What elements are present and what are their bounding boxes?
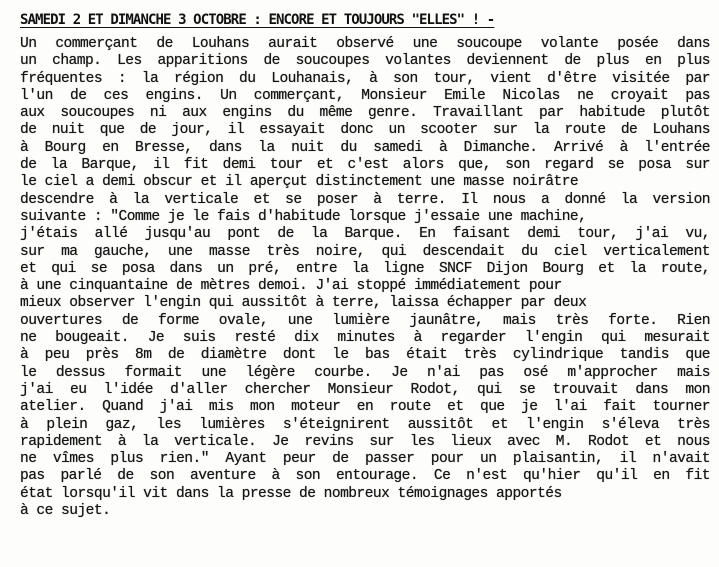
- body-line: atelier. Quand j'ai mis mon moteur en route et que je l'ai fait tourner: [20, 399, 710, 416]
- body-line: l'un de ces engins. Un commerçant, Monsieur Emile Nicolas ne croyait pas: [20, 87, 710, 104]
- body-line: Un commerçant de Louhans aurait observé une soucoupe volante posée dans: [20, 36, 710, 52]
- body-line: aux soucoupes ni aux engins du même genre. Travaillant par habitude plutôt: [20, 105, 710, 122]
- body-line: j'ai eu l'idée d'aller chercher Monsieur Rodot, qui se trouvait dans mon: [20, 381, 710, 398]
- article-heading: SAMEDI 2 ET DIMANCHE 3 OCTOBRE : ENCORE ET TOUJOURS "ELLES" ! -: [20, 12, 495, 28]
- body-line: descendre à la verticale et se poser à terre. Il nous a donné la version: [20, 191, 710, 208]
- body-line: le ciel a demi obscur et il aperçut distinctement une masse noirâtre: [20, 174, 579, 191]
- body-line: rapidement à la verticale. Je revins sur les lieux avec M. Rodot et nous: [20, 433, 710, 450]
- body-line: un champ. Les apparitions de soucoupes volantes deviennent de plus en plus: [20, 53, 710, 70]
- body-line: ne vîmes plus rien." Ayant peur de passer pour un plaisantin, il n'avait: [20, 451, 710, 468]
- body-line: fréquentes : la région du Louhanais, à son tour, vient d'être visitée par: [20, 70, 710, 87]
- article-body: [20, 36, 710, 520]
- body-line: pas parlé de son aventure à son entourage. Ce n'est qu'hier qu'il en fit: [20, 468, 710, 485]
- body-line: suivante : "Comme je le fais d'habitude lorsque j'essaie une machine,: [20, 208, 587, 225]
- body-line: à ce sujet.: [20, 503, 111, 520]
- body-line: ne bougeait. Je suis resté dix minutes à regarder l'engin qui mesurait: [20, 330, 710, 347]
- body-line: à Bourg en Bresse, dans la nuit du samedi à Dimanche. Arrivé à l'entrée: [20, 139, 710, 156]
- body-line: et qui se posa dans un pré, entre la ligne SNCF Dijon Bourg et la route,: [20, 260, 710, 277]
- body-line: j'étais allé jusqu'au pont de la Barque. En faisant demi tour, j'ai vu,: [20, 226, 710, 243]
- body-line: de la Barque, il fit demi tour et c'est alors que, son regard se posa sur: [20, 157, 710, 174]
- body-line: le dessus formait une légère courbe. Je n'ai pas osé m'approcher mais: [20, 364, 710, 381]
- body-line: état lorsqu'il vit dans la presse de nombreux témoignages apportés: [20, 485, 562, 502]
- body-line: de nuit que de jour, il essayait donc un scooter sur la route de Louhans: [20, 122, 710, 139]
- body-line: ouvertures de forme ovale, une lumière jaunâtre, mais très forte. Rien: [20, 312, 710, 329]
- body-line: à peu près 8m de diamètre dont le bas était très cylindrique tandis que: [20, 347, 710, 364]
- body-line: à une cinquantaine de mètres demoi. J'ai stoppé immédiatement pour: [20, 278, 562, 295]
- body-line: mieux observer l'engin qui aussitôt à terre, laissa échapper par deux: [20, 295, 587, 312]
- body-line: sur ma gauche, une masse très noire, qui descendait du ciel verticalement: [20, 243, 710, 260]
- body-line: à plein gaz, les lumières s'éteignirent aussitôt et l'engin s'éleva très: [20, 416, 710, 433]
